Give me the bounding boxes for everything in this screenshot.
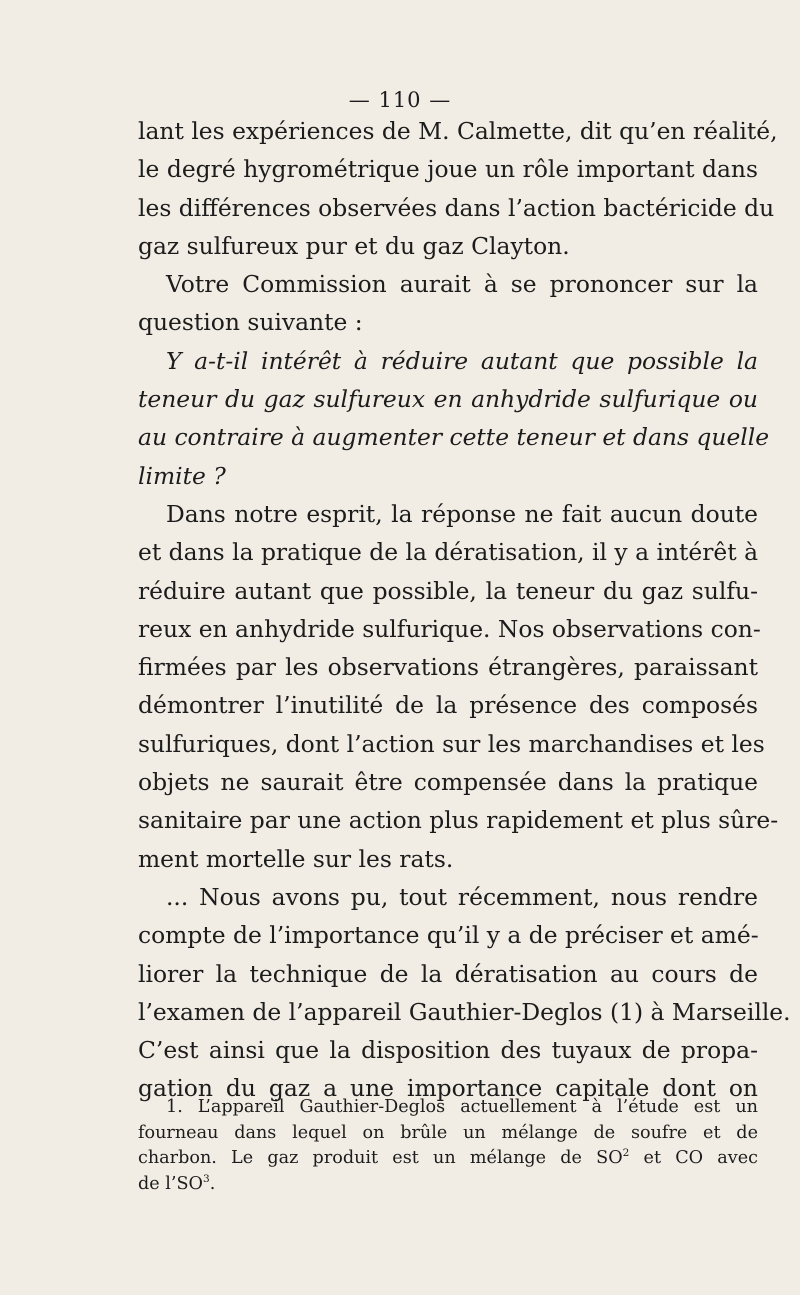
superscript: 2 — [622, 1147, 630, 1160]
main-text — [138, 112, 791, 1108]
text-line: objets ne saurait être compensée dans la pratique — [138, 768, 758, 797]
text-line: reux en anhydride sulfurique. Nos observations con- — [138, 614, 761, 643]
paragraph-5 — [138, 878, 791, 1108]
text-line: Dans notre esprit, la réponse ne fait aucun doute — [166, 499, 758, 528]
text-line: Votre Commission aurait à se prononcer sur la — [166, 270, 758, 299]
footnote-text: de l’SO — [138, 1173, 203, 1194]
text-line: réduire autant que possible, la teneur du gaz sulfu- — [138, 576, 758, 605]
text-line: limite ? — [138, 461, 226, 490]
superscript: 3 — [202, 1172, 210, 1185]
text-line: ment mortelle sur les rats. — [138, 844, 454, 873]
text-line: C’est ainsi que la disposition des tuyaux de propa- — [138, 1036, 758, 1065]
footnote-line — [138, 1146, 758, 1172]
text-line: question suivante : — [138, 308, 363, 337]
footnote-line — [138, 1172, 758, 1198]
paragraph-2 — [138, 265, 758, 342]
text-line: l’examen de l’appareil Gauthier-Deglos (1) à Marseille. — [138, 997, 791, 1026]
text-line: compte de l’importance qu’il y a de préciser et amé- — [138, 921, 759, 950]
footnote-text: . — [209, 1173, 216, 1194]
text-line: lant les expériences de M. Calmette, dit qu’en réalité, — [138, 117, 778, 145]
footnote-text: et CO avec — [629, 1148, 758, 1168]
paragraph-1 — [138, 112, 778, 265]
text-line: gation du gaz a une importance capitale dont on — [138, 1074, 758, 1103]
text-line: les différences observées dans l’action bactéricide du — [138, 193, 775, 222]
text-line: et dans la pratique de la dératisation, il y a intérêt à — [138, 538, 759, 567]
footnote-line: fourneau dans lequel on brûle un mélange de soufre et de — [138, 1122, 758, 1143]
footnote-line: 1. L’appareil Gauthier-Deglos actuellement à l’étude est un — [166, 1097, 758, 1117]
paragraph-4 — [138, 495, 779, 878]
text-line: sulfuriques, dont l’action sur les marchandises et les — [138, 729, 765, 758]
text-line: démontrer l’inutilité de la présence des composés — [138, 691, 758, 720]
paragraph-question — [138, 342, 770, 495]
text-line: liorer la technique de la dératisation au cours de — [138, 959, 758, 988]
text-line: ... Nous avons pu, tout récemment, nous rendre — [166, 882, 758, 911]
page-number: — 110 — — [348, 88, 452, 112]
text-line: le degré hygrométrique joue un rôle important dans — [138, 155, 758, 184]
footnote — [138, 1095, 758, 1197]
text-line: gaz sulfureux pur et du gaz Clayton. — [138, 231, 570, 260]
text-line: au contraire à augmenter cette teneur et dans quelle — [138, 423, 770, 452]
text-line: firmées par les observations étrangères, paraissant — [138, 653, 758, 682]
text-line: sanitaire par une action plus rapidement et plus sûre- — [138, 806, 779, 835]
text-line: teneur du gaz sulfureux en anhydride sulfurique ou — [138, 385, 758, 414]
footnote-text: charbon. Le gaz produit est un mélange de SO — [138, 1148, 623, 1168]
text-line: Y a-t-il intérêt à réduire autant que possible la — [166, 346, 758, 375]
